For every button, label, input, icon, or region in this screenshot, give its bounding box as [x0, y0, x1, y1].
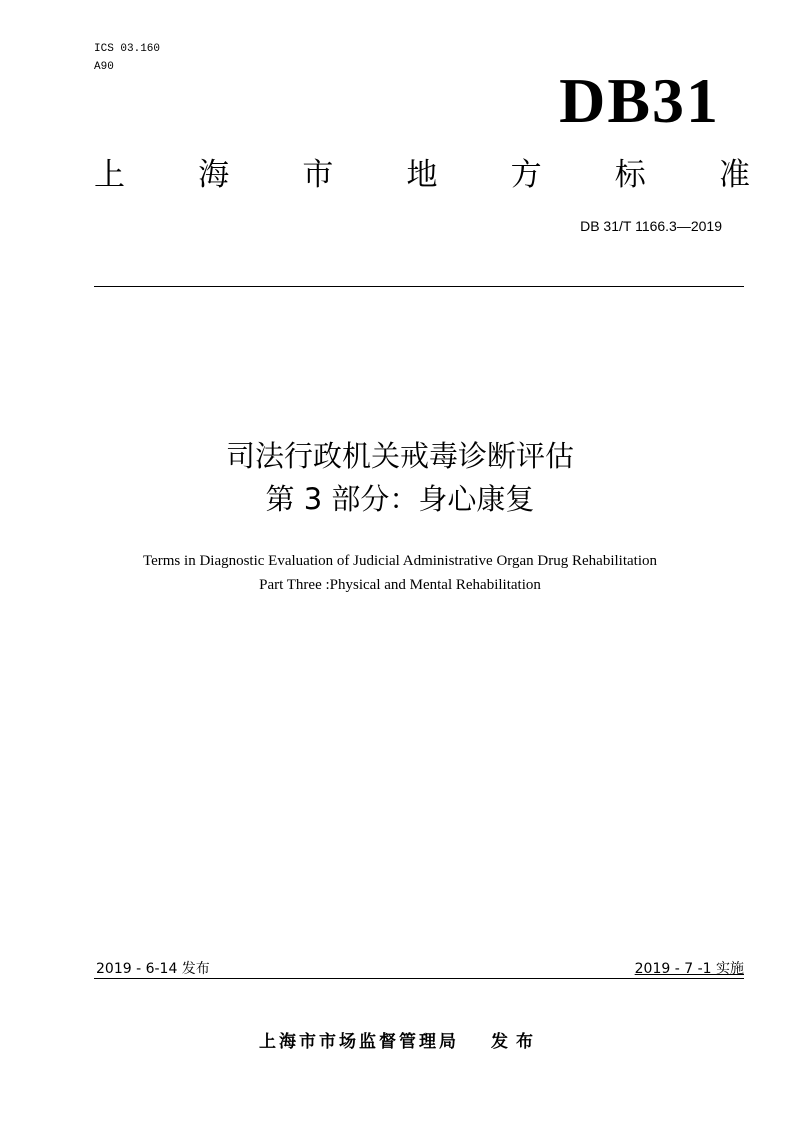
footer-divider [94, 978, 744, 979]
ccs-code: A90 [94, 61, 114, 73]
publisher-organization: 上海市市场监督管理局 [259, 1032, 459, 1052]
implementation-date: 2019 - 7 -1 实施 [634, 961, 744, 977]
issue-date: 2019 - 6-14 发布 [96, 961, 210, 977]
standard-type-char: 标 [614, 157, 646, 193]
standard-type-char: 准 [718, 157, 750, 193]
standard-type-char: 上 [94, 157, 125, 193]
standard-type-heading [94, 155, 750, 195]
standard-type-char: 海 [198, 157, 230, 193]
document-title: 司法行政机关戒毒诊断评估 [225, 439, 574, 473]
ics-code: ICS 03.160 [94, 43, 161, 55]
english-subtitle: Part Three :Physical and Mental Rehabilitation [259, 577, 541, 593]
standard-type-char: 市 [302, 157, 334, 193]
english-title: Terms in Diagnostic Evaluation of Judicial Administrative Organ Drug Rehabilitation [143, 553, 657, 569]
header-divider [94, 286, 744, 287]
standard-logo: DB31 [559, 65, 720, 136]
standard-type-char: 方 [510, 157, 542, 193]
standard-type-char: 地 [406, 157, 438, 193]
publisher-action: 发布 [491, 1032, 541, 1052]
standard-number: DB 31/T 1166.3—2019 [580, 218, 722, 234]
publisher-line [0, 1030, 800, 1054]
document-subtitle: 第 3 部分：身心康复 [265, 482, 535, 516]
